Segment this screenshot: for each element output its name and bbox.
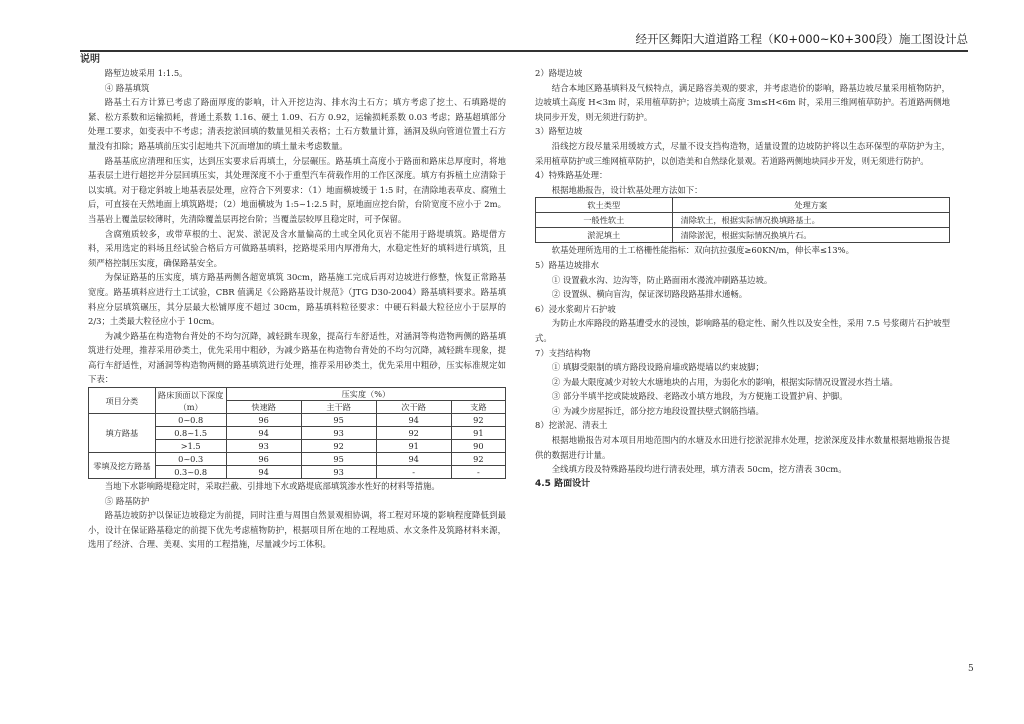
- table-header: 路床顶面以下深度（m）: [155, 388, 226, 414]
- table-cell: 92: [451, 414, 505, 427]
- subheading: ⑤ 路基防护: [104, 495, 150, 506]
- table-header: 软土类型: [536, 198, 673, 213]
- table-header: 次干路: [376, 401, 451, 414]
- paragraph: 为防止水库路段的路基遭受水的浸蚀，影响路基的稳定性、耐久性以及安全性，采用 7.5 号浆砌片石护坡型式。: [535, 318, 950, 343]
- compaction-table: [88, 387, 506, 479]
- paragraph: 当地下水影响路堤稳定时，采取拦截、引排地下水或路堤底部填筑渗水性好的材料等措施。: [104, 481, 440, 492]
- subheading: 6）浸水浆砌片石护坡: [535, 303, 616, 314]
- table-cell: 94: [226, 466, 301, 479]
- table-cell: -: [451, 466, 505, 479]
- paragraph: ① 设置截水沟、边沟等，防止路面雨水漫流冲刷路基边坡。: [551, 274, 773, 285]
- paragraph: 软基处理所选用的土工格栅性能指标：双向抗拉强度≥60KN/m，伸长率≤13%。: [551, 245, 854, 256]
- section-label: 说明: [80, 54, 100, 65]
- table-cell: 96: [226, 453, 301, 466]
- table-cell: 94: [376, 453, 451, 466]
- table-cell: 一般性软土: [536, 213, 673, 228]
- paragraph: 根据地勘报告对本项目用地范围内的水塘及水田进行挖淤泥排水处理，挖淤深度及排水数量根据地勘报告提供的数据进行计量。: [535, 435, 950, 460]
- paragraph: 为保证路基的压实度，填方路基两侧各超宽填筑 30cm，路基施工完成后再对边坡进行修整，恢复正常路基宽度。路基填料应进行土工试验，CBR 值满足《公路路基设计规范》（JTG D30-2004）路基填料要求。路基填料应分层填筑碾压，其分层最大松铺厚度不超过 30cm，路基填料粒径要求：中硬石料最大粒径应小于层厚的 2/3；土类最大粒径应小于 10cm。: [88, 272, 506, 327]
- table-header: 项目分类: [89, 388, 156, 414]
- table-cell: 92: [376, 427, 451, 440]
- table-row: [89, 453, 506, 466]
- paragraph: ① 填脚受限制的填方路段设路肩墙或路堤墙以约束坡脚；: [551, 362, 764, 373]
- section-heading: 4.5 路面设计: [535, 478, 591, 489]
- paragraph: 根据地勘报告，设计软基处理方法如下：: [551, 184, 703, 195]
- table-cell: 零填及挖方路基: [89, 453, 156, 479]
- subheading: 5）路基边坡排水: [535, 259, 599, 270]
- table-cell: 95: [301, 453, 376, 466]
- subheading: 8）挖淤泥、清表土: [535, 420, 608, 431]
- left-column: [88, 66, 506, 552]
- table-cell: 0~0.3: [155, 453, 226, 466]
- table-row: [536, 213, 950, 228]
- paragraph: ② 为最大限度减少对较大水塘地块的占用，为弱化水的影响，根据实际情况设置浸水挡土墙。: [551, 376, 898, 387]
- paragraph: 路基边坡防护以保证边坡稳定为前提，同时注重与周围自然景观相协调，将工程对环境的影响程度降低到最小，设计在保证路基稳定的前提下优先考虑植物防护，根据项目所在地的工程地质、水文条件及筑路材料来源，选用了经济、合理、美观、实用的工程措施，尽量减少圬工体积。: [88, 510, 506, 550]
- table-cell: 92: [451, 453, 505, 466]
- paragraph: 路基基底应清理和压实，达到压实要求后再填土，分层碾压。路基填土高度小于路面和路床总厚度时，将地基表层土进行超挖并分层回填压实，其处理深度不小于重型汽车荷载作用的工作区深度。填方有拆植土应清除于以实填。对于稳定斜坡上地基表层处理，应符合下列要求：（1）地面横坡缓于 1:5 时，在清除地表草皮、腐殖土后，可直接在天然地面上填筑路堤；（2）地面横坡为 1:5~1:2.5 时，原地面应挖台阶，台阶宽度不应小于 2m。当基岩上覆盖层较薄时，先清除覆盖层再挖台阶；当覆盖层较厚且稳定时，可予保留。: [88, 155, 506, 224]
- table-header: 快速路: [226, 401, 301, 414]
- table-cell: 淤泥填土: [536, 228, 673, 243]
- table-row: [89, 414, 506, 427]
- paragraph: 结合本地区路基填料及气候特点，满足路容美观的要求，并考虑造价的影响，路基边坡尽量采用植物防护，边坡填土高度 H<3m 时，采用植草防护；边坡填土高度 3m≤H<6m 时，采用三维网植草防护。若道路两侧地块同步开发，则无须进行防护。: [535, 82, 950, 122]
- page-header: [80, 32, 968, 52]
- table-cell: 93: [226, 440, 301, 453]
- table-header: 主干路: [301, 401, 376, 414]
- right-column: [535, 66, 950, 491]
- table-cell: 94: [376, 414, 451, 427]
- table-cell: 93: [301, 427, 376, 440]
- table-cell: 填方路基: [89, 414, 156, 453]
- table-cell: 95: [301, 414, 376, 427]
- paragraph: 为减少路基在构造物台背处的不均匀沉降，减轻跳车现象，提高行车舒适性，对涵洞等构造物两侧的路基填筑进行处理，推荐采用砂类土，优先采用中粗砂，为减少路基在构造物台背处的不均匀沉降，减轻跳车现象，提高行车舒适性，对涵洞等构造物两侧的路基填筑进行处理，推荐采用砂类土，优先采用中粗砂，压实标准规定如下表：: [88, 330, 506, 385]
- table-cell: 96: [226, 414, 301, 427]
- table-cell: 0~0.8: [155, 414, 226, 427]
- table-cell: 90: [451, 440, 505, 453]
- table-cell: 91: [376, 440, 451, 453]
- paragraph: 含腐殖质较多，或带草根的土、泥炭、淤泥及含水量偏高的土或全风化页岩不能用于路堤填筑。路堤借方料，采用选定的料场且经试验合格后方可做路基填料，挖路堤采用内厚滑角大，水稳定性好的填料进行填筑，且须严格控制压实度，确保路基安全。: [88, 228, 506, 268]
- subheading: 7）支挡结构物: [535, 347, 591, 358]
- table-cell: >1.5: [155, 440, 226, 453]
- table-cell: 清除软土，根据实际情况换填路基土。: [672, 213, 949, 228]
- paragraph: ④ 为减少房屋拆迁，部分挖方地段设置扶壁式钢筋挡墙。: [551, 405, 764, 416]
- paragraph: 全线填方段及特殊路基段均进行清表处理，填方清表 50cm，挖方清表 30cm。: [551, 464, 847, 475]
- paragraph: 路堑边坡采用 1:1.5。: [104, 68, 188, 78]
- paragraph: ③ 部分半填半挖或陡坡路段、老路改小填方地段，为方便施工设置护肩、护脚。: [551, 391, 848, 402]
- table-cell: -: [376, 466, 451, 479]
- paragraph: 路基土石方计算已考虑了路面厚度的影响，计入开挖边沟、排水沟土石方；填方考虑了挖土、石填路堤的紧、松方系数和运输损耗，普通土系数 1.16、硬土 1.09、石方 0.92，运输损耗系数 0.03 考虑；路基超填部分处理工要求，如变表中不考虑；清表挖淤回填的数量见相关表格；土石方数量计算，涵洞及纵向管道位置土石方量没有扣除；路基填前压实引起地共下沉而增加的填土量未考虑数量。: [88, 97, 506, 151]
- table-cell: 0.8~1.5: [155, 427, 226, 440]
- subheading: 4）特殊路基处理：: [535, 170, 608, 181]
- page-number: 5: [968, 664, 974, 674]
- table-cell: 0.3~0.8: [155, 466, 226, 479]
- table-cell: 94: [226, 427, 301, 440]
- table-cell: 91: [451, 427, 505, 440]
- table-cell: 93: [301, 466, 376, 479]
- table-cell: 92: [301, 440, 376, 453]
- subheading: 3）路堑边坡: [535, 126, 583, 137]
- soft-soil-table: [535, 197, 950, 243]
- table-header: 支路: [451, 401, 505, 414]
- document-title: 经开区舞阳大道道路工程（K0+000~K0+300段）施工图设计总: [635, 32, 968, 46]
- table-cell: 清除淤泥，根据实际情况换填片石。: [672, 228, 949, 243]
- table-row: [536, 228, 950, 243]
- paragraph: ② 设置纵、横向盲沟，保证深切路段路基排水通畅。: [551, 289, 748, 300]
- paragraph: 沿线挖方段尽量采用缓坡方式，尽量不设支挡构造物，适量设置的边坡防护将以生态环保型的草防护为主，采用植草防护或三维网植草防护，以创造美和自然绿化景观。若道路两侧地块同步开发，则无须进行防护。: [535, 140, 950, 166]
- subheading: ④ 路基填筑: [104, 82, 150, 93]
- subheading: 2）路堤边坡: [535, 68, 583, 78]
- table-header: 压实度（%）: [226, 388, 505, 401]
- table-header: 处理方案: [672, 198, 949, 213]
